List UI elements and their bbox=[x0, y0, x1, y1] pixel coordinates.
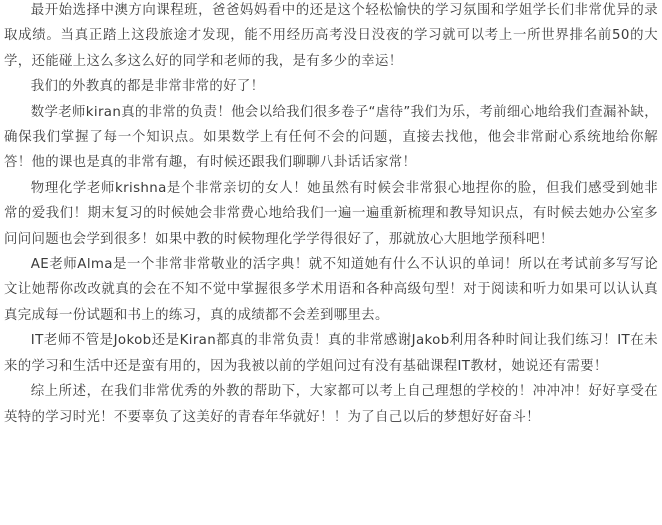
paragraph-teachers-heading: 我们的外教真的都是非常非常的好了！ bbox=[30, 79, 265, 95]
paragraph-it-teacher: IT老师不管是Jokob还是Kiran都真的非常负责！真的非常感谢Jakob利用各种时间让我们练习！IT在未来的学习和生活中还是蛮有用的，因为我被以前的学姐问过有没有基础课程IT教材，她说还有需要！ bbox=[4, 333, 658, 374]
paragraph-ae-teacher: AE老师Alma是一个非常非常敬业的活字典！就不知道她有什么不认识的单词！所以在考试前多写写论文让她帮你改改就真的会在不知不觉中掌握很多学术用语和各种高级句型！对于阅读和听力如果可以认认真真完成每一份试题和书上的练习，真的成绩都不会差到哪里去。 bbox=[4, 257, 658, 323]
paragraph-physics-chemistry-teacher: 物理化学老师krishna是个非常亲切的女人！她虽然有时候会非常狠心地捏你的脸，但我们感受到她非常的爱我们！期末复习的时候她会非常费心地给我们一遍一遍重新梳理和教导知识点，有时候去她办公室多问问问题也会学到很多！如果中教的时候物理化学学得很好了，那就放心大胆地学预科吧！ bbox=[4, 180, 658, 247]
paragraph-conclusion: 综上所述，在我们非常优秀的外教的帮助下，大家都可以考上自己理想的学校的！冲冲冲！好好享受在英特的学习时光！不要辜负了这美好的青春年华就好！！为了自己以后的梦想好好奋斗！ bbox=[4, 384, 658, 425]
paragraph-intro: 最开始选择中澳方向课程班，爸爸妈妈看中的还是这个轻松愉快的学习氛围和学姐学长们非常优异的录取成绩。当真正踏上这段旅途才发现，能不用经历高考没日没夜的学习就可以考上一所世界排名前50的大学，还能碰上这么多这么好的同学和老师的我，是有多少的幸运！ bbox=[4, 3, 658, 69]
paragraph-math-teacher: 数学老师kiran真的非常的负责！他会以给我们很多卷子“虐待”我们为乐，考前细心地给我们查漏补缺，确保我们掌握了每一个知识点。如果数学上有任何不会的问题，直接去找他，他会非常耐心系统地给你解答！他的课也是真的非常有趣，有时候还跟我们聊聊八卦话话家常！ bbox=[4, 104, 658, 171]
